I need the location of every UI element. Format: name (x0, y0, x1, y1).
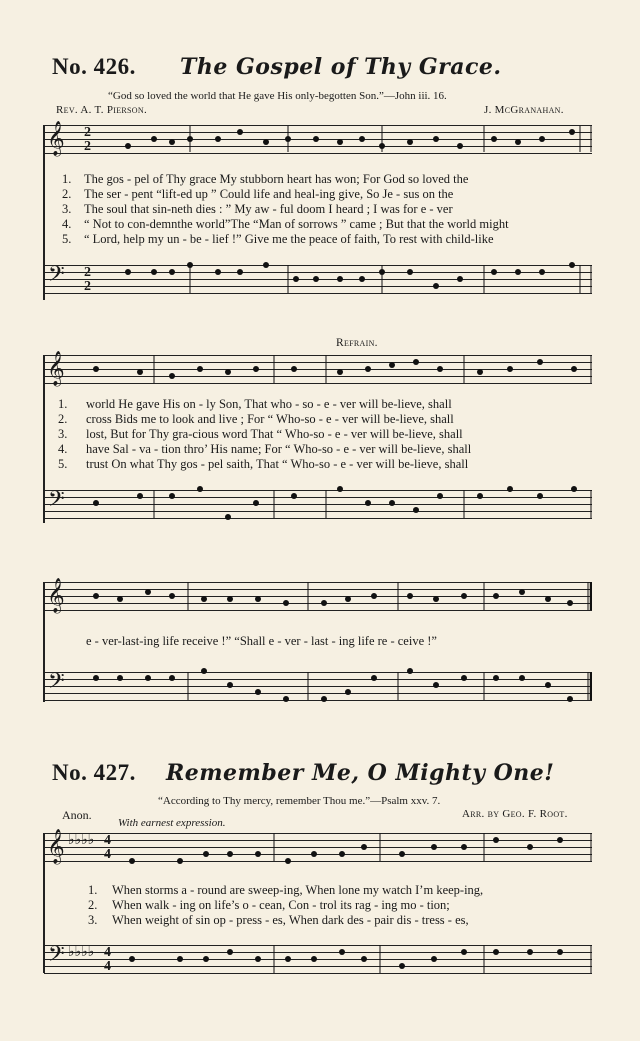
treble-clef-icon: 𝄞 (47, 830, 65, 863)
system-3-treble-notes (44, 574, 592, 618)
time-signature: 4 4 (104, 945, 111, 974)
verse-5-lyric-part2: trust On what Thy gos - pel saith, That “ Who-so - e - ver will be-lieve, shall (86, 457, 469, 471)
verse-number: 3. (62, 202, 72, 216)
refrain-label: Refrain. (336, 337, 378, 349)
system-1-bass-notes (44, 252, 592, 302)
verse-number: 1. (58, 397, 68, 411)
verse-number: 4. (58, 442, 68, 456)
treble-clef-icon: 𝄞 (47, 122, 65, 155)
hymn-427-verse-2-lyric: When walk - ing on life’s o - cean, Con - trol its rag - ing mo - tion; (112, 898, 450, 912)
system-4-treble-notes (44, 826, 592, 870)
verse-number: 2. (62, 187, 72, 201)
system-3-bass-notes (44, 658, 592, 708)
system-2-bass-notes (44, 476, 592, 526)
refrain-final-lyric: e - ver-last-ing life receive !” “Shall e - ver - last - ing life re - ceive !” (86, 634, 437, 648)
verse-2-lyric-part1: The ser - pent “lift-ed up ” Could life and heal-ing give, So Je - sus on the (84, 187, 454, 201)
hymn-426-composer: J. McGranahan. (484, 104, 564, 116)
hymn-426-number: No. 426. (52, 54, 136, 79)
hymn-426-title: The Gospel of Thy Grace. (180, 54, 502, 80)
system-2-treble-notes (44, 348, 592, 392)
verse-3-lyric-part1: The soul that sin-neth dies : ” My aw - ful doom I heard ; I was for e - ver (84, 202, 453, 216)
key-signature-flats: ♭♭♭♭ (68, 833, 95, 848)
bass-clef-icon: 𝄢 (48, 669, 65, 698)
time-signature: 2 2 (84, 265, 91, 294)
hymn-427-number: No. 427. (52, 760, 136, 785)
verse-4-lyric-part2: have Sal - va - tion thro’ His name; For “ Who-so - e - ver will be-lieve, shall (86, 442, 472, 456)
hymn-426-author: Rev. A. T. Pierson. (56, 104, 148, 116)
expression-marking: With earnest expression. (118, 817, 226, 829)
verse-number: 2. (88, 898, 98, 912)
verse-number: 1. (62, 172, 72, 186)
hymn-427-verse-3-lyric: When weight of sin op - press - es, When dark des - pair dis - tress - es, (112, 913, 469, 927)
verse-number: 3. (88, 913, 98, 927)
hymn-427-scripture: “According to Thy mercy, remember Thou me.”—Psalm xxv. 7. (158, 795, 441, 807)
verse-3-lyric-part2: lost, But for Thy gra-cious word That “ Who-so - e - ver will be-lieve, shall (86, 427, 463, 441)
verse-number: 5. (62, 232, 72, 246)
verse-1-lyric-part1: The gos - pel of Thy grace My stubborn heart has won; For God so loved the (84, 172, 469, 186)
time-signature: 2 2 (84, 125, 91, 154)
hymn-426-scripture: “God so loved the world that He gave His only-begotten Son.”—John iii. 16. (108, 90, 447, 102)
bass-clef-icon: 𝄢 (48, 487, 65, 516)
hymn-427-verse-1-lyric: When storms a - round are sweep-ing, When lone my watch I’m keep-ing, (112, 883, 484, 897)
verse-number: 5. (58, 457, 68, 471)
time-signature: 4 4 (104, 833, 111, 862)
verse-number: 2. (58, 412, 68, 426)
verse-1-lyric-part2: world He gave His on - ly Son, That who - so - e - ver will be-lieve, shall (86, 397, 452, 411)
verse-4-lyric-part1: “ Not to con-demnthe world”The “Man of sorrows ” came ; But that the world might (84, 217, 509, 231)
verse-2-lyric-part2: cross Bids me to look and live ; For “ Who-so - e - ver will be-lieve, shall (86, 412, 454, 426)
bass-clef-icon: 𝄢 (48, 262, 65, 291)
key-signature-flats: ♭♭♭♭ (68, 945, 95, 960)
treble-clef-icon: 𝄞 (47, 352, 65, 385)
verse-5-lyric-part1: “ Lord, help my un - be - lief !” Give me the peace of faith, To rest with child-like (84, 232, 494, 246)
hymn-427-title: Remember Me, O Mighty One! (166, 760, 555, 786)
system-1-treble-notes (44, 118, 592, 162)
verse-number: 3. (58, 427, 68, 441)
hymn-427-composer: Arr. by Geo. F. Root. (462, 808, 568, 820)
verse-number: 4. (62, 217, 72, 231)
treble-clef-icon: 𝄞 (47, 579, 65, 612)
system-4-bass-notes (44, 932, 592, 978)
bass-clef-icon: 𝄢 (48, 942, 65, 971)
verse-number: 1. (88, 883, 98, 897)
hymn-427-author: Anon. (62, 808, 92, 822)
